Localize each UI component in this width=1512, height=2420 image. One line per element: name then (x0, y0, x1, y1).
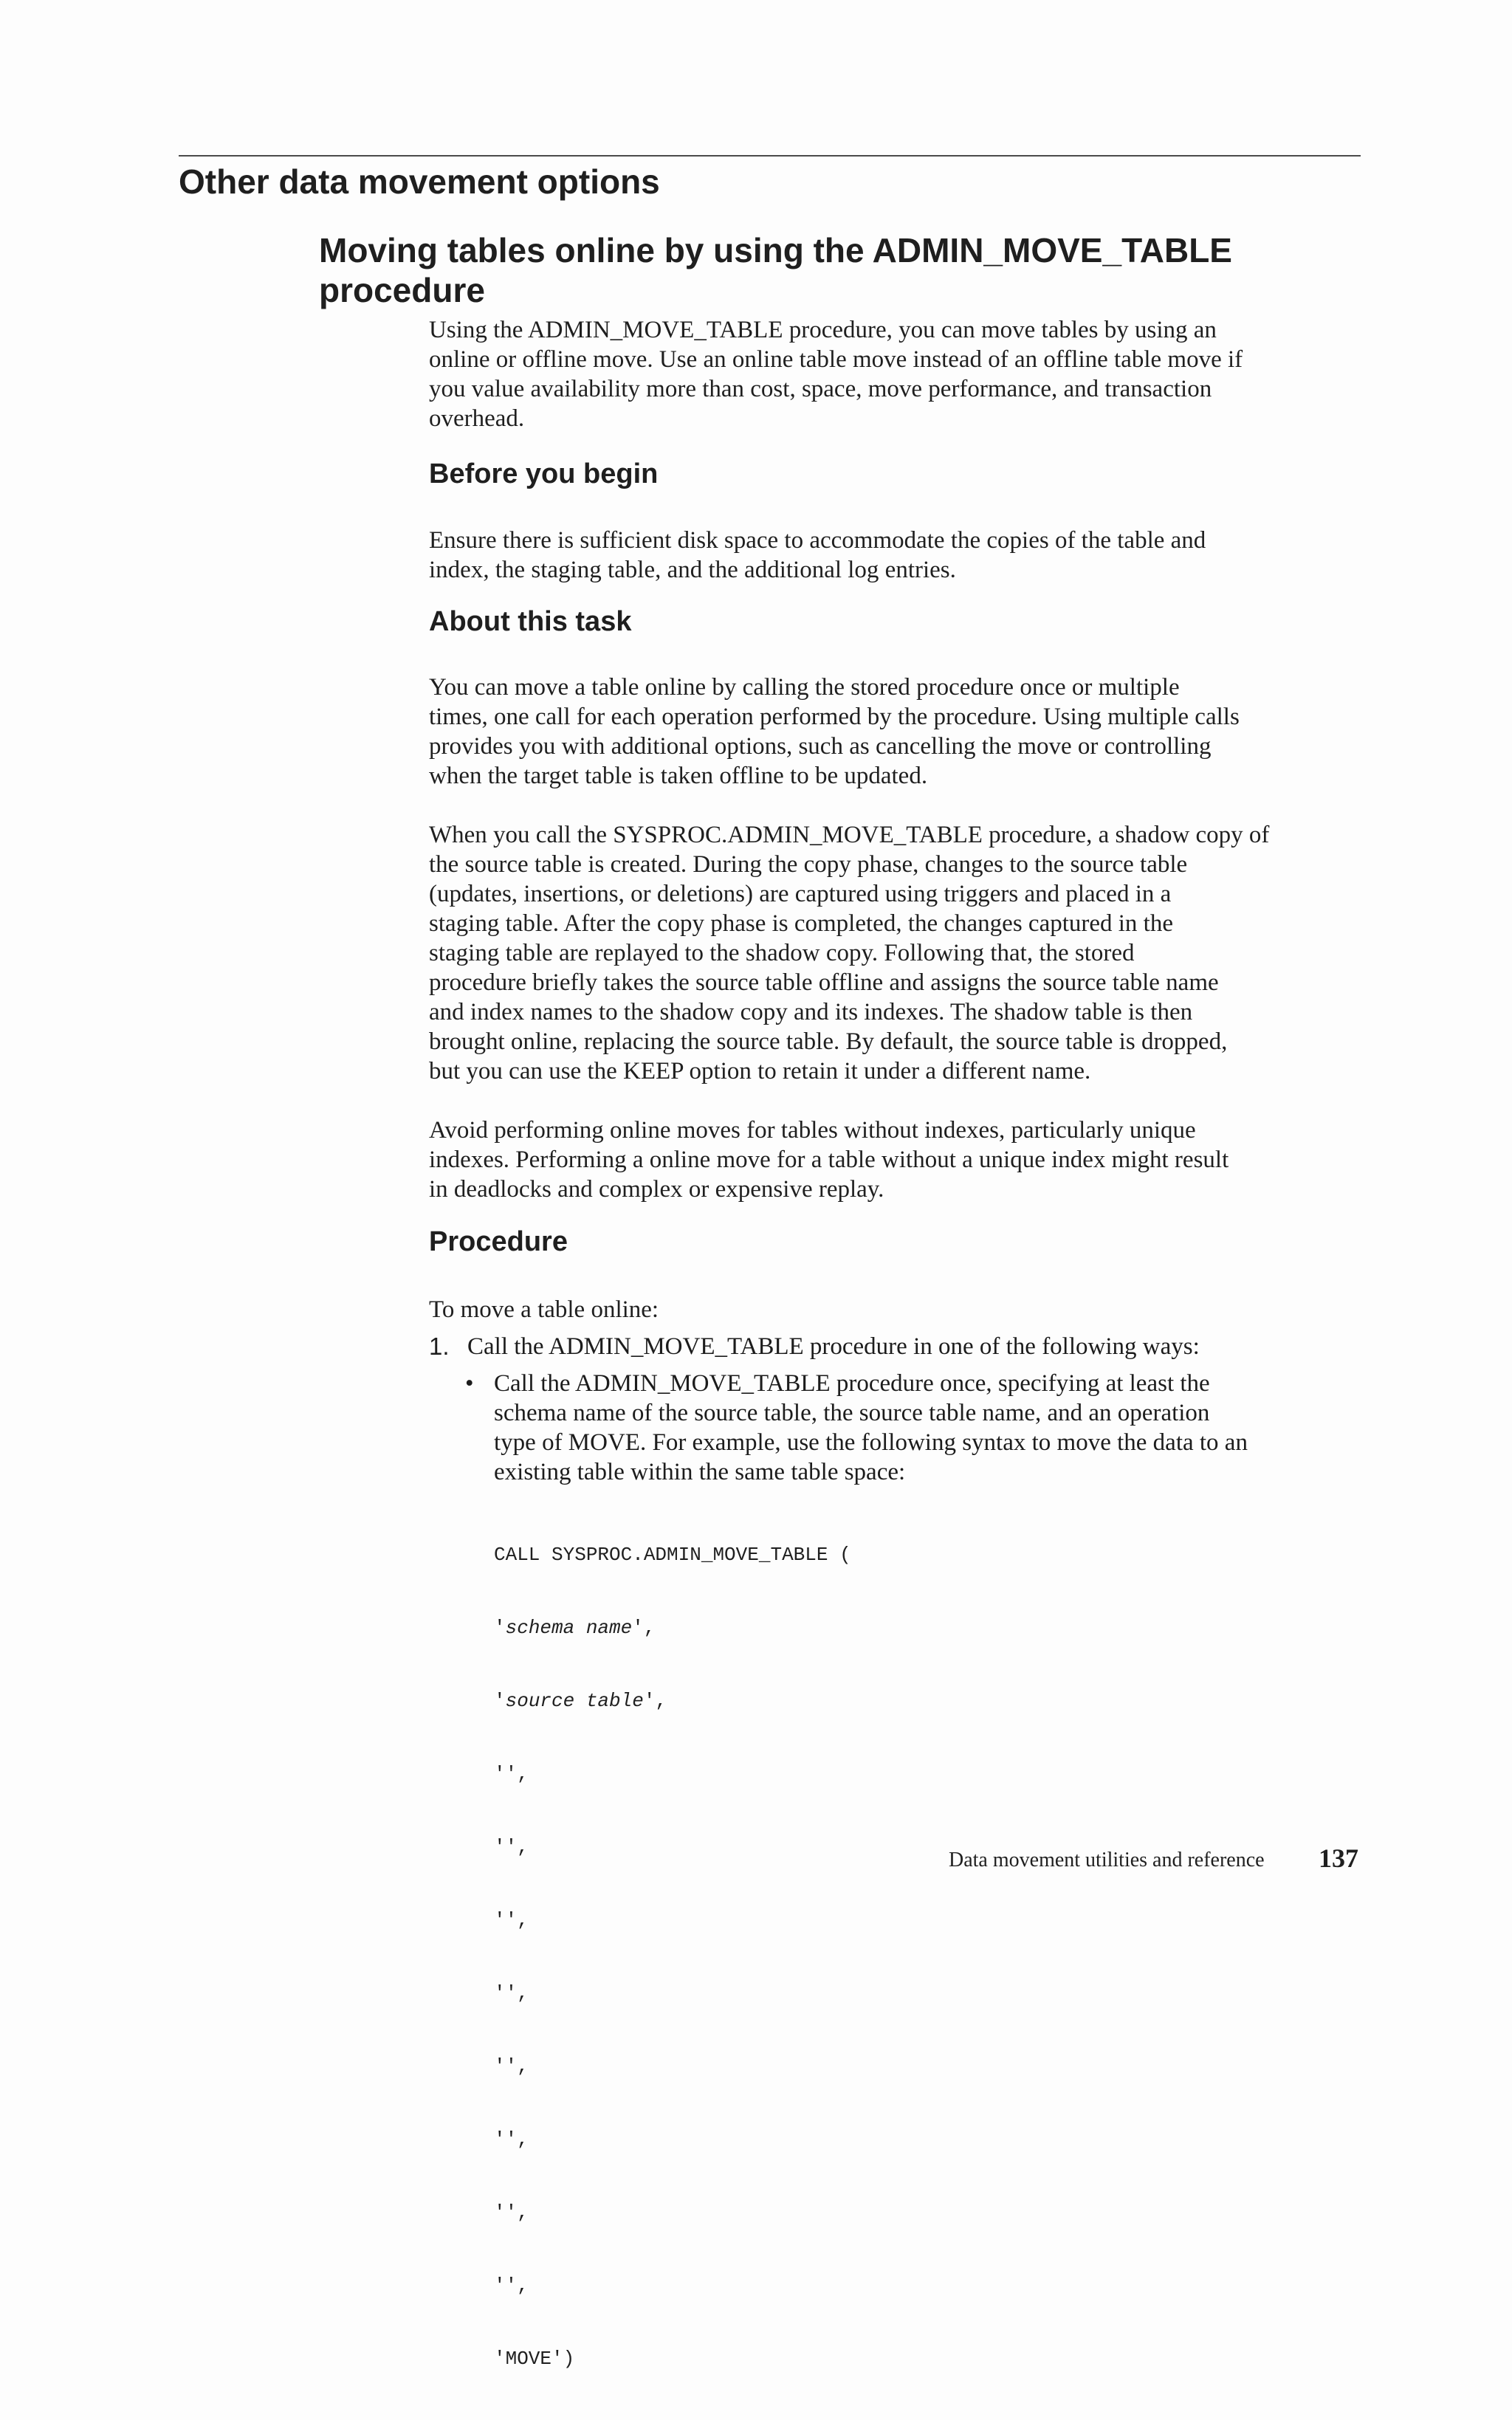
section-title: Other data movement options (179, 162, 660, 201)
about-task-paragraph-2: When you call the SYSPROC.ADMIN_MOVE_TABLE procedure, a shadow copy of the source table is created. During the copy phase, changes to the source table (updates, insertions, or deletions) are captured using triggers and placed in a staging table. After the copy phase is completed, the changes captured in the staging table are replayed to the shadow copy. Following that, the stored procedure briefly takes the source table offline and assigns the source table name and index names to the shadow copy and its indexes. The shadow table is then brought online, replacing the source table. By default, the source table is dropped, but you can use the KEEP option to retain it under a different name. (429, 822, 1270, 1084)
code-example (494, 1494, 851, 2420)
procedure-heading: Procedure (429, 1226, 568, 1257)
before-you-begin-text: Ensure there is sufficient disk space to accommodate the copies of the table and index, the staging table, and the additional log entries. (429, 527, 1206, 583)
code-line-empty-arg: '', (494, 2275, 529, 2297)
code-line-empty-arg: '', (494, 1836, 529, 1858)
about-task-heading: About this task (429, 606, 632, 637)
code-placeholder-schema-name: schema name (505, 1617, 633, 1639)
code-line-empty-arg: '', (494, 2128, 529, 2151)
topic-title: Moving tables online by using the ADMIN_MOVE_TABLE procedure (319, 231, 1232, 309)
code-line: 'schema name', (494, 1617, 656, 1639)
code-line: 'MOVE') (494, 2348, 575, 2370)
code-line-empty-arg: '', (494, 2201, 529, 2224)
about-task-paragraph-1: You can move a table online by calling the stored procedure once or multiple times, one call for each operation performed by the procedure. Using multiple calls provides you with additional options, such as cancelling the move or controlling when the target table is taken offline to be updated. (429, 674, 1240, 789)
bullet-text: Call the ADMIN_MOVE_TABLE procedure once, specifying at least the schema name of the source table, the source table name, and an operation type of MOVE. For example, use the following syntax to move the data to an existing table within the same table space: (494, 1370, 1248, 1485)
page-number: 137 (1319, 1843, 1358, 1873)
code-line-empty-arg: '', (494, 2055, 529, 2077)
procedure-intro: To move a table online: (429, 1296, 659, 1323)
intro-paragraph: Using the ADMIN_MOVE_TABLE procedure, you can move tables by using an online or offline move. Use an online table move instead of an offline table move if you value availability more than cost, space, move performance, and transaction overhead. (429, 317, 1243, 432)
code-line-empty-arg: '', (494, 1982, 529, 2004)
about-task-paragraph-3: Avoid performing online moves for tables without indexes, particularly unique indexes. Performing a online move for a table without a unique index might result in deadlocks and complex or expensive replay. (429, 1117, 1229, 1203)
before-you-begin-heading: Before you begin (429, 458, 659, 489)
code-line: 'source table', (494, 1690, 667, 1712)
code-line: CALL SYSPROC.ADMIN_MOVE_TABLE ( (494, 1544, 851, 1566)
code-line-empty-arg: '', (494, 1909, 529, 1931)
footer-book-title: Data movement utilities and reference (949, 1849, 1265, 1871)
section-divider (179, 155, 1361, 157)
code-placeholder-source-table: source table (505, 1690, 644, 1712)
step-number: 1. (429, 1333, 450, 1360)
step-text: Call the ADMIN_MOVE_TABLE procedure in one of the following ways: (467, 1333, 1200, 1360)
bullet-marker: • (465, 1370, 474, 1397)
code-line-empty-arg: '', (494, 1763, 529, 1785)
